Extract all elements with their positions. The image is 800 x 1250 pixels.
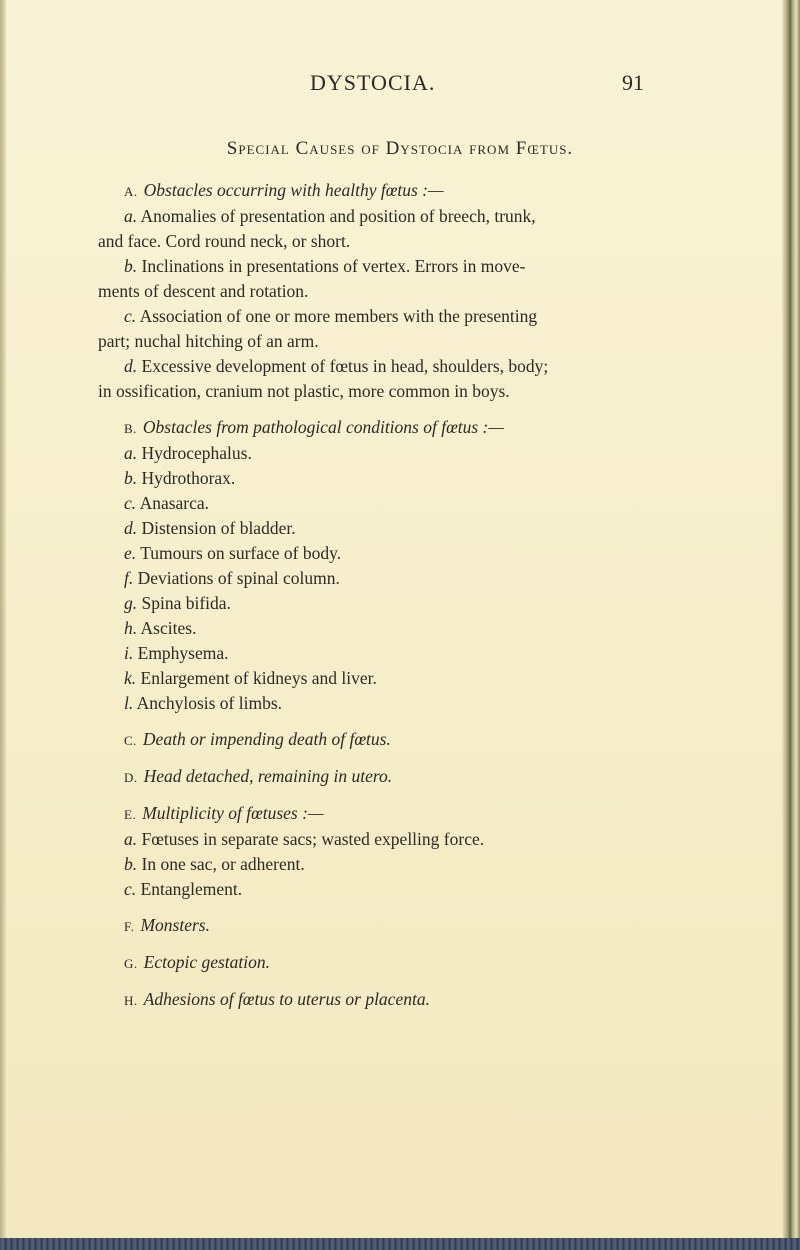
list-item: a. Anomalies of presentation and position of breech, trunk, — [124, 206, 536, 226]
list-item-continuation: in ossification, cranium not plastic, more common in boys. — [98, 381, 510, 401]
list-item: b. Inclinations in presentations of vertex. Errors in move- — [124, 256, 526, 276]
list-item: l. Anchylosis of limbs. — [124, 693, 283, 713]
list-item: d. Distension of bladder. — [124, 518, 296, 538]
list-item-continuation: part; nuchal hitching of an arm. — [98, 331, 319, 351]
list-item: b. In one sac, or adherent. — [124, 854, 305, 874]
list-item: f. Deviations of spinal column. — [124, 568, 340, 588]
section-e-heading: E. Multiplicity of fœtuses :— — [124, 803, 324, 823]
list-item: h. Ascites. — [124, 618, 197, 638]
section-b-heading: B. Obstacles from pathological conditions of fœtus :— — [124, 417, 504, 437]
body-text — [98, 178, 672, 1013]
list-item: d. Excessive development of fœtus in head, shoulders, body; — [124, 356, 549, 376]
list-item: i. Emphysema. — [124, 643, 229, 663]
list-item: c. Anasarca. — [124, 493, 210, 513]
section-h-heading: H. Adhesions of fœtus to uterus or placenta. — [124, 989, 430, 1009]
list-item: k. Enlargement of kidneys and liver. — [124, 668, 377, 688]
page-number: 91 — [622, 70, 644, 95]
list-item-continuation: and face. Cord round neck, or short. — [98, 231, 351, 251]
section-f-heading: F. Monsters. — [124, 915, 210, 935]
section-g-heading: G. Ectopic gestation. — [124, 952, 271, 972]
running-title: DYSTOCIA. — [310, 70, 436, 95]
list-item: c. Entanglement. — [124, 879, 243, 899]
list-item: b. Hydrothorax. — [124, 468, 236, 488]
list-item: c. Association of one or more members with the presenting — [124, 306, 538, 326]
section-a-heading: A. Obstacles occurring with healthy fœtus :— — [124, 180, 444, 200]
list-item-continuation: ments of descent and rotation. — [98, 281, 309, 301]
section-c-heading: C. Death or impending death of fœtus. — [124, 729, 391, 749]
running-header — [0, 70, 800, 100]
section-heading: Special Causes of Dystocia from Fœtus. — [226, 138, 574, 159]
list-item: g. Spina bifida. — [124, 593, 231, 613]
list-item: a. Fœtuses in separate sacs; wasted expelling force. — [124, 829, 485, 849]
list-item: e. Tumours on surface of body. — [124, 543, 342, 563]
section-d-heading: D. Head detached, remaining in utero. — [124, 766, 393, 786]
list-item: a. Hydrocephalus. — [124, 443, 252, 463]
